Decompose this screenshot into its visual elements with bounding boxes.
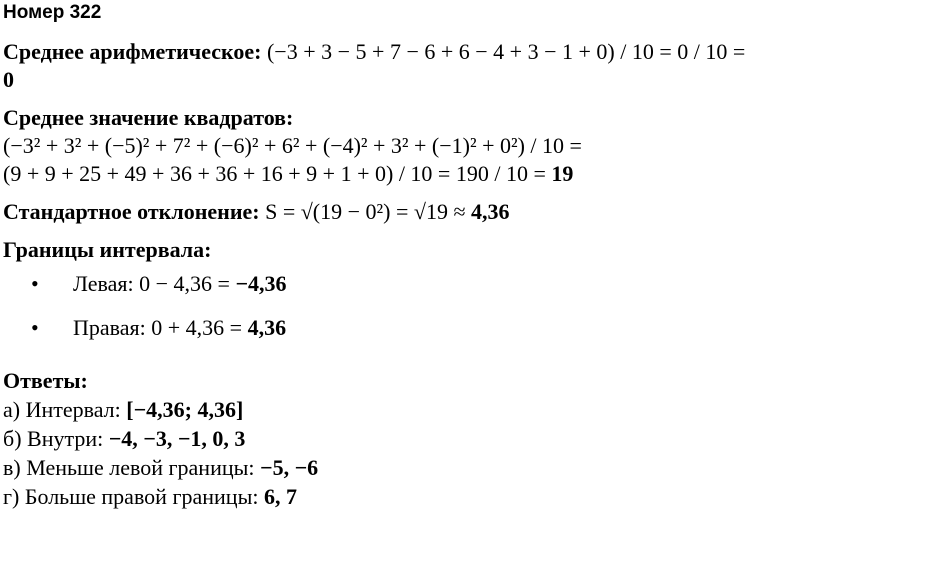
answer-b <box>3 424 948 453</box>
answer-c <box>3 453 948 482</box>
stddev-expression: S = √(19 − 0²) = √19 ≈ <box>259 199 472 224</box>
answer-a-prefix: а) Интервал: <box>3 397 127 422</box>
interval-list <box>3 270 948 358</box>
stddev-line <box>3 198 948 226</box>
stddev-section <box>3 198 948 226</box>
mean-result: 0 <box>3 67 14 92</box>
answer-d <box>3 482 948 511</box>
bullet-icon: • <box>31 271 39 296</box>
stddev-label: Стандартное отклонение: <box>3 199 260 224</box>
squares-result: 19 <box>551 161 574 186</box>
stddev-result: 4,36 <box>471 199 510 224</box>
list-item-right-bound <box>3 314 948 358</box>
answer-b-prefix: б) Внутри: <box>3 426 109 451</box>
answer-c-value: −5, −6 <box>260 455 319 480</box>
answer-c-prefix: в) Меньше левой границы: <box>3 455 261 480</box>
answer-b-value: −4, −3, −1, 0, 3 <box>108 426 246 451</box>
squares-line-1: (−3² + 3² + (−5)² + 7² + (−6)² + 6² + (−4)² + 3² + (−1)² + 0²) / 10 = <box>3 133 582 158</box>
answer-d-prefix: г) Больше правой границы: <box>3 484 264 509</box>
answers-section <box>3 366 948 511</box>
left-bound-result: −4,36 <box>235 271 287 296</box>
right-bound-expression: Правая: 0 + 4,36 = <box>73 315 248 340</box>
squares-expression: (9 + 9 + 25 + 49 + 36 + 36 + 16 + 9 + 1 + 0) / 10 = 190 / 10 = <box>3 161 552 186</box>
list-item-left-bound <box>3 270 948 314</box>
answer-d-value: 6, 7 <box>263 484 297 509</box>
page-title: Номер 322 <box>3 2 102 23</box>
bullet-icon: • <box>31 315 39 340</box>
answer-a-value: [−4,36; 4,36] <box>126 397 244 422</box>
interval-label: Границы интервала: <box>3 237 212 262</box>
mean-label: Среднее арифметическое: <box>3 39 262 64</box>
solution-document <box>3 0 948 511</box>
mean-section <box>3 38 948 94</box>
right-bound-result: 4,36 <box>247 315 287 340</box>
squares-section <box>3 104 948 188</box>
squares-line-2 <box>3 160 948 188</box>
mean-expression: (−3 + 3 − 5 + 7 − 6 + 6 − 4 + 3 − 1 + 0) / 10 = 0 / 10 = <box>261 39 746 64</box>
answers-label: Ответы: <box>3 368 88 393</box>
mean-line <box>3 38 948 66</box>
left-bound-expression: Левая: 0 − 4,36 = <box>73 271 236 296</box>
squares-label: Среднее значение квадратов: <box>3 105 294 130</box>
answer-a <box>3 395 948 424</box>
interval-section <box>3 236 948 358</box>
